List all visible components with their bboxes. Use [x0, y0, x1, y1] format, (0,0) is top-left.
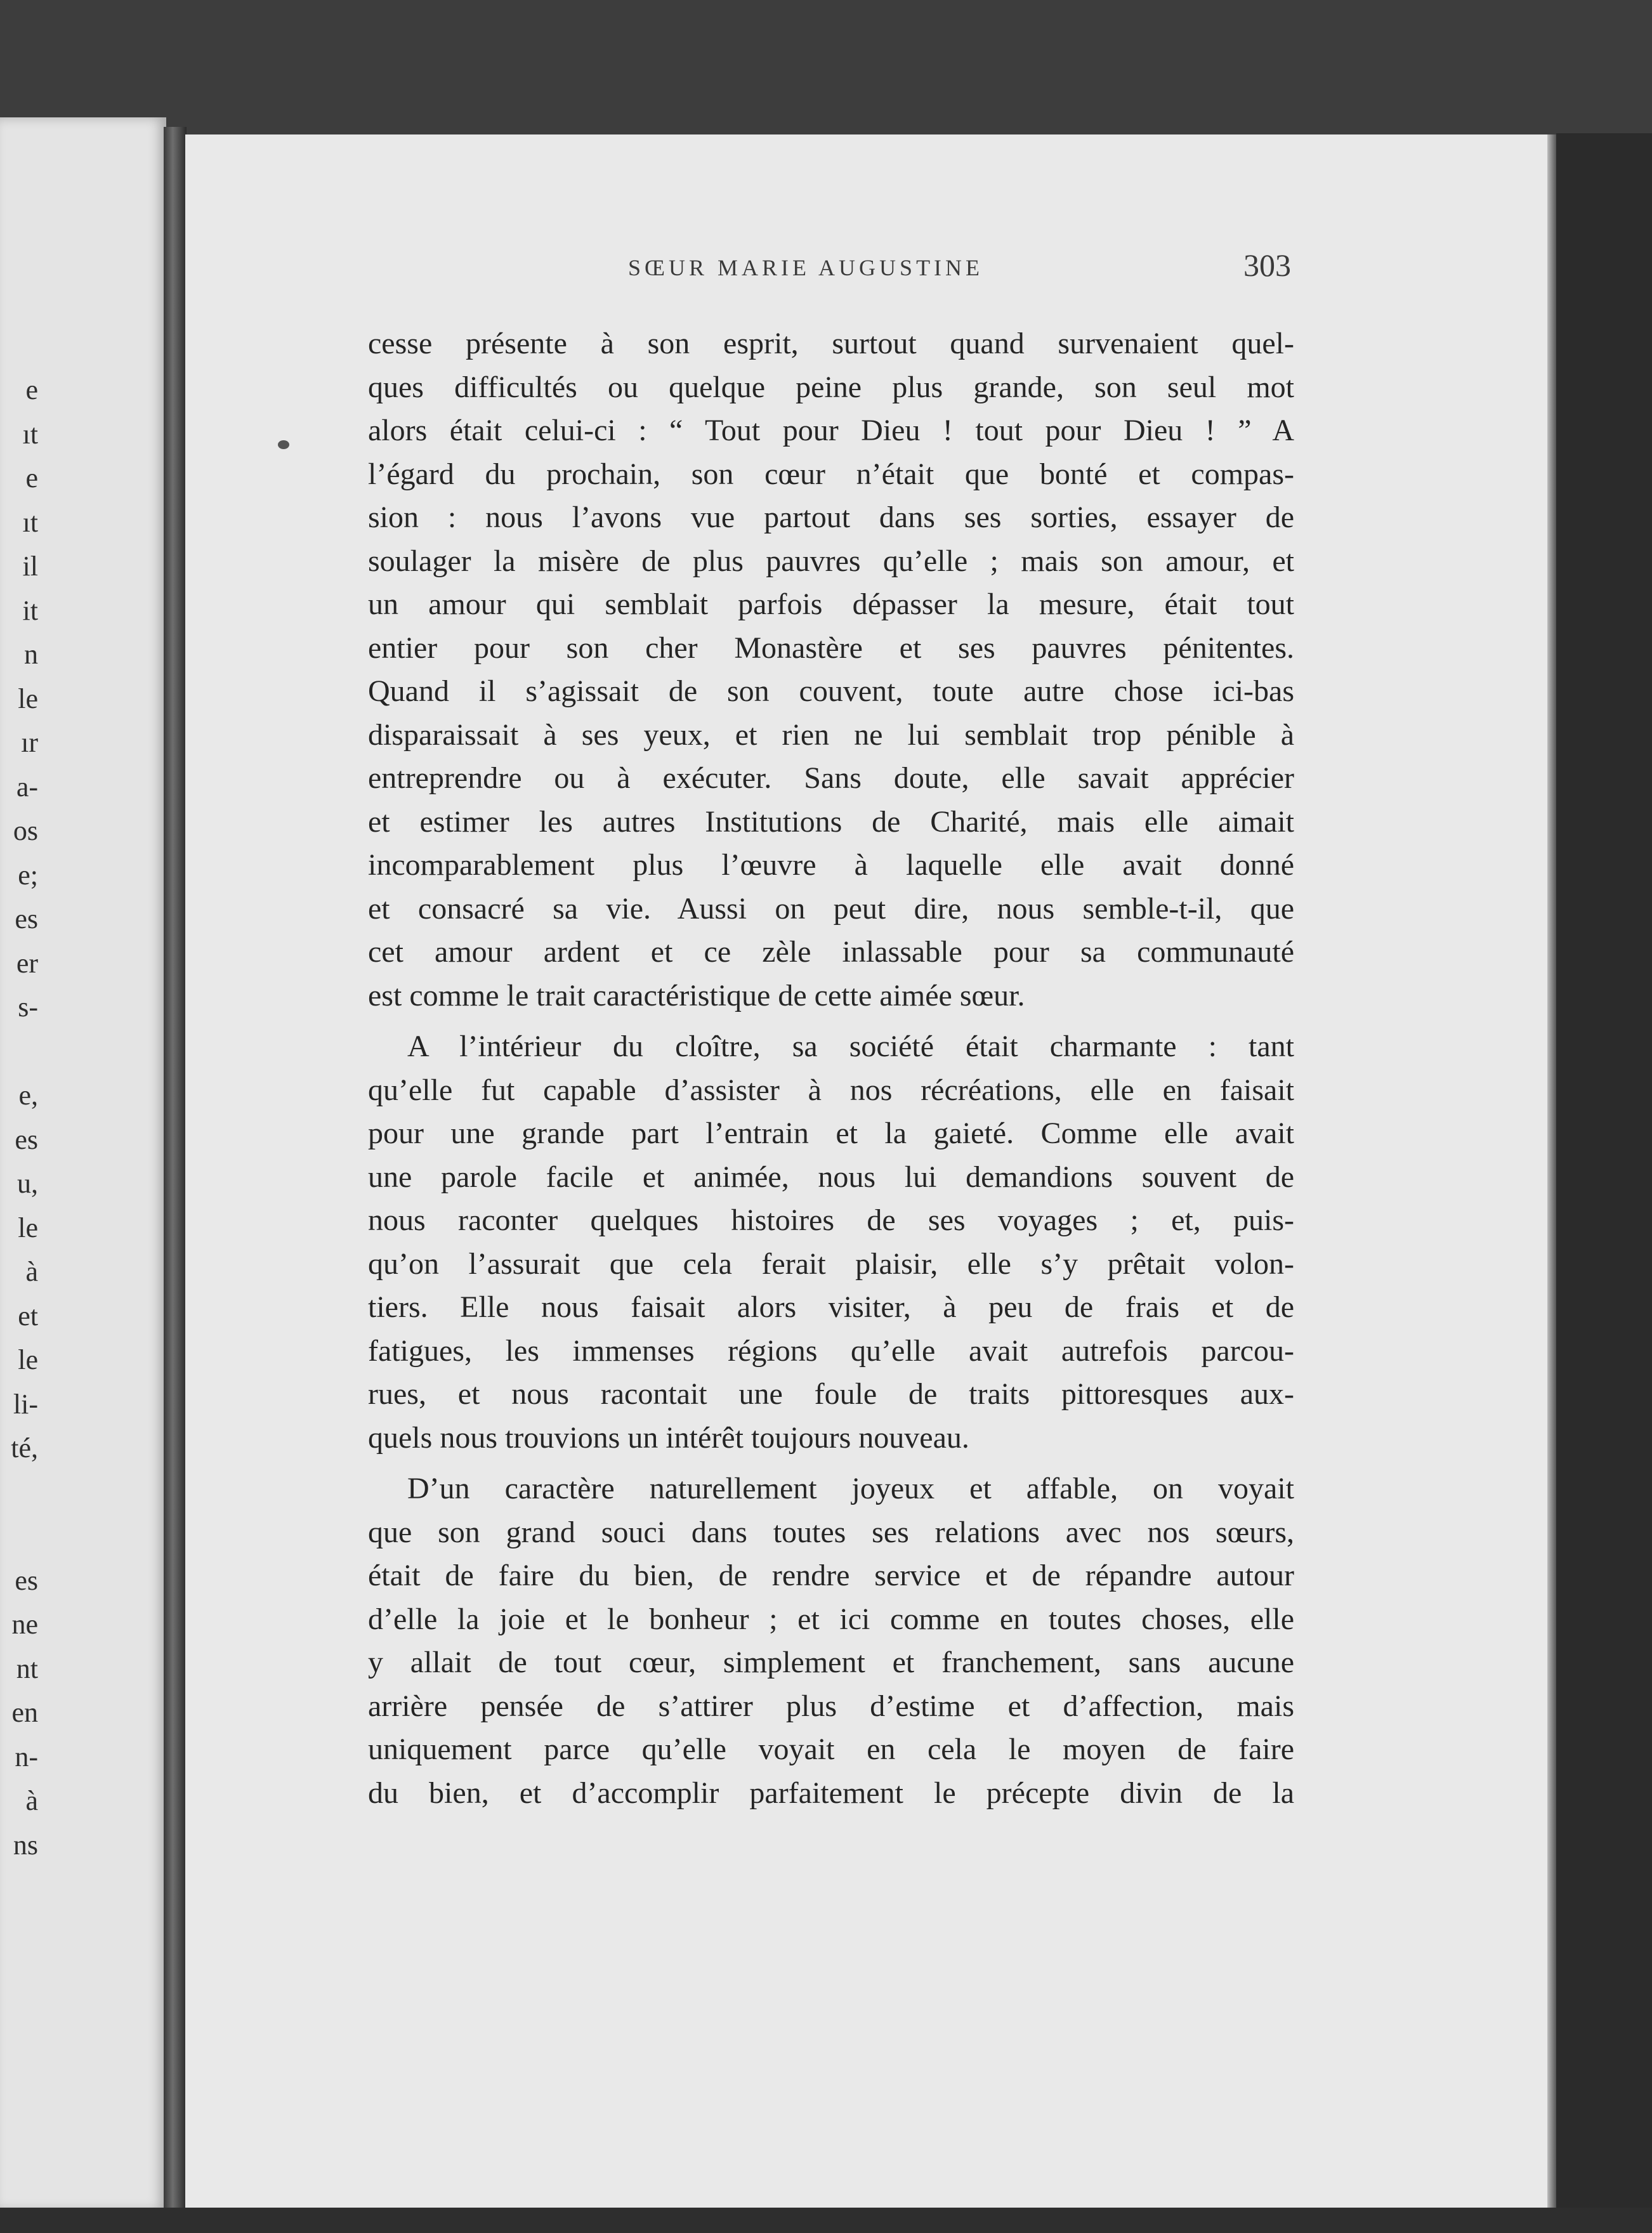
text-line: rues, et nous racontait une foule de traits pittoresques aux- [368, 1377, 1294, 1411]
text-line: qu’elle fut capable d’assister à nos récréations, elle en faisait [368, 1073, 1294, 1107]
fragment-line: es [15, 903, 38, 934]
text-line: l’égard du prochain, son cœur n’était que bonté et compas- [368, 457, 1294, 491]
text-line: quels nous trouvions un intérêt toujours nouveau. [368, 1420, 969, 1455]
fragment-line: er [16, 947, 38, 979]
text-line: et consacré sa vie. Aussi on peut dire, nous semble-t-il, que [368, 891, 1294, 926]
fragment-line: nt [16, 1653, 38, 1684]
fragment-line: u, [17, 1168, 38, 1199]
text-line: cesse présente à son esprit, surtout quand survenaient quel- [368, 327, 1294, 360]
text-line: entreprendre ou à exécuter. Sans doute, elle savait apprécier [368, 761, 1294, 795]
running-head [368, 247, 1291, 289]
fragment-line: n [24, 639, 38, 670]
fragment-line: es [15, 1564, 38, 1596]
paragraph [368, 1467, 1294, 1815]
fragment-line: le [18, 683, 38, 714]
text-line: qu’on l’assurait que cela ferait plaisir, elle s’y prêtait volon- [368, 1247, 1294, 1281]
paragraph [368, 1025, 1294, 1460]
paragraph-gap [368, 1460, 1294, 1467]
text-line: D’un caractère naturellement joyeux et affable, on voyait [407, 1472, 1294, 1505]
page-number: 303 [1243, 247, 1291, 283]
fragment-line: le [18, 1212, 38, 1243]
fragment-line: il [22, 551, 38, 582]
body-text [368, 322, 1294, 1815]
fragment-line: os [13, 815, 38, 846]
text-line: A l’intérieur du cloître, sa société était charmante : tant [407, 1030, 1294, 1063]
text-line: nous raconter quelques histoires de ses voyages ; et, puis- [368, 1203, 1294, 1237]
text-line: disparaissait à ses yeux, et rien ne lui semblait trop pénible à [368, 717, 1294, 752]
background-bottom [0, 2208, 1652, 2233]
text-line: fatigues, les immenses régions qu’elle avait autrefois parcou- [368, 1333, 1294, 1368]
fragment-line: ır [21, 727, 38, 758]
text-line: que son grand souci dans toutes ses relations avec nos sœurs, [368, 1515, 1294, 1549]
fragment-line: a- [16, 771, 38, 802]
page-edge [1547, 134, 1556, 2208]
text-line: cet amour ardent et ce zèle inlassable pour sa communauté [368, 935, 1294, 969]
text-line: soulager la misère de plus pauvres qu’elle ; mais son amour, et [368, 544, 1294, 578]
fragment-line: ıt [22, 506, 38, 538]
fragment-line: s- [18, 992, 38, 1023]
fragment-line: e [25, 462, 38, 494]
text-line: était de faire du bien, de rendre service et de répandre autour [368, 1559, 1294, 1592]
fragment-line: e, [18, 1080, 38, 1111]
fragment-line: ıt [22, 418, 38, 450]
fragment-line: le [18, 1344, 38, 1375]
text-line: d’elle la joie et le bonheur ; et ici comme en toutes choses, elle [368, 1602, 1294, 1636]
fragment-line: en [11, 1697, 38, 1728]
fragment-line: à [25, 1256, 38, 1287]
fragment-line [0, 1470, 38, 1515]
fragment-line: té, [11, 1432, 38, 1464]
fragment-line: ns [13, 1829, 38, 1861]
paragraph [368, 322, 1294, 1018]
text-line: sion : nous l’avons vue partout dans ses sorties, essayer de [368, 501, 1294, 534]
text-line: entier pour son cher Monastère et ses pauvres pénitentes. [368, 631, 1294, 665]
fragment-line: e [25, 374, 38, 405]
fragment-line: it [22, 594, 38, 626]
ink-speck [278, 440, 289, 449]
fragment-line: à [25, 1785, 38, 1816]
text-line: un amour qui semblait parfois dépasser la mesure, était tout [368, 587, 1294, 621]
text-line: Quand il s’agissait de son couvent, toute autre chose ici-bas [368, 674, 1294, 708]
fragment-line: e; [18, 859, 38, 891]
fragment-line [0, 1514, 38, 1559]
text-line: pour une grande part l’entrain et la gaieté. Comme elle avait [368, 1116, 1294, 1150]
paragraph-gap [368, 1018, 1294, 1025]
text-line: uniquement parce qu’elle voyait en cela le moyen de faire [368, 1732, 1294, 1766]
facing-page [0, 117, 166, 2211]
running-title: SŒUR MARIE AUGUSTINE [628, 255, 984, 280]
fragment-line: es [15, 1123, 38, 1155]
text-line: une parole facile et animée, nous lui demandions souvent de [368, 1160, 1294, 1194]
text-line: et estimer les autres Institutions de Charité, mais elle aimait [368, 804, 1294, 839]
facing-page-text-fragments [0, 368, 38, 1867]
fragment-line: n- [15, 1741, 38, 1772]
text-line: y allait de tout cœur, simplement et franchement, sans aucune [368, 1646, 1294, 1679]
book-gutter [164, 127, 187, 2211]
background-right [1556, 133, 1652, 2233]
fragment-line: et [18, 1300, 38, 1332]
fragment-line [0, 1030, 38, 1074]
text-line: incomparablement plus l’œuvre à laquelle elle avait donné [368, 848, 1294, 882]
fragment-line: li- [13, 1388, 38, 1420]
text-line: arrière pensée de s’attirer plus d’estime et d’affection, mais [368, 1689, 1294, 1723]
text-line: ques difficultés ou quelque peine plus grande, son seul mot [368, 370, 1294, 404]
fragment-line: ne [11, 1609, 38, 1640]
text-line: alors était celui-ci : “ Tout pour Dieu ! tout pour Dieu ! ” A [368, 414, 1294, 447]
text-line: est comme le trait caractéristique de cette aimée sœur. [368, 978, 1025, 1012]
text-line: du bien, et d’accomplir parfaitement le précepte divin de la [368, 1776, 1294, 1810]
text-line: tiers. Elle nous faisait alors visiter, à peu de frais et de [368, 1290, 1294, 1324]
